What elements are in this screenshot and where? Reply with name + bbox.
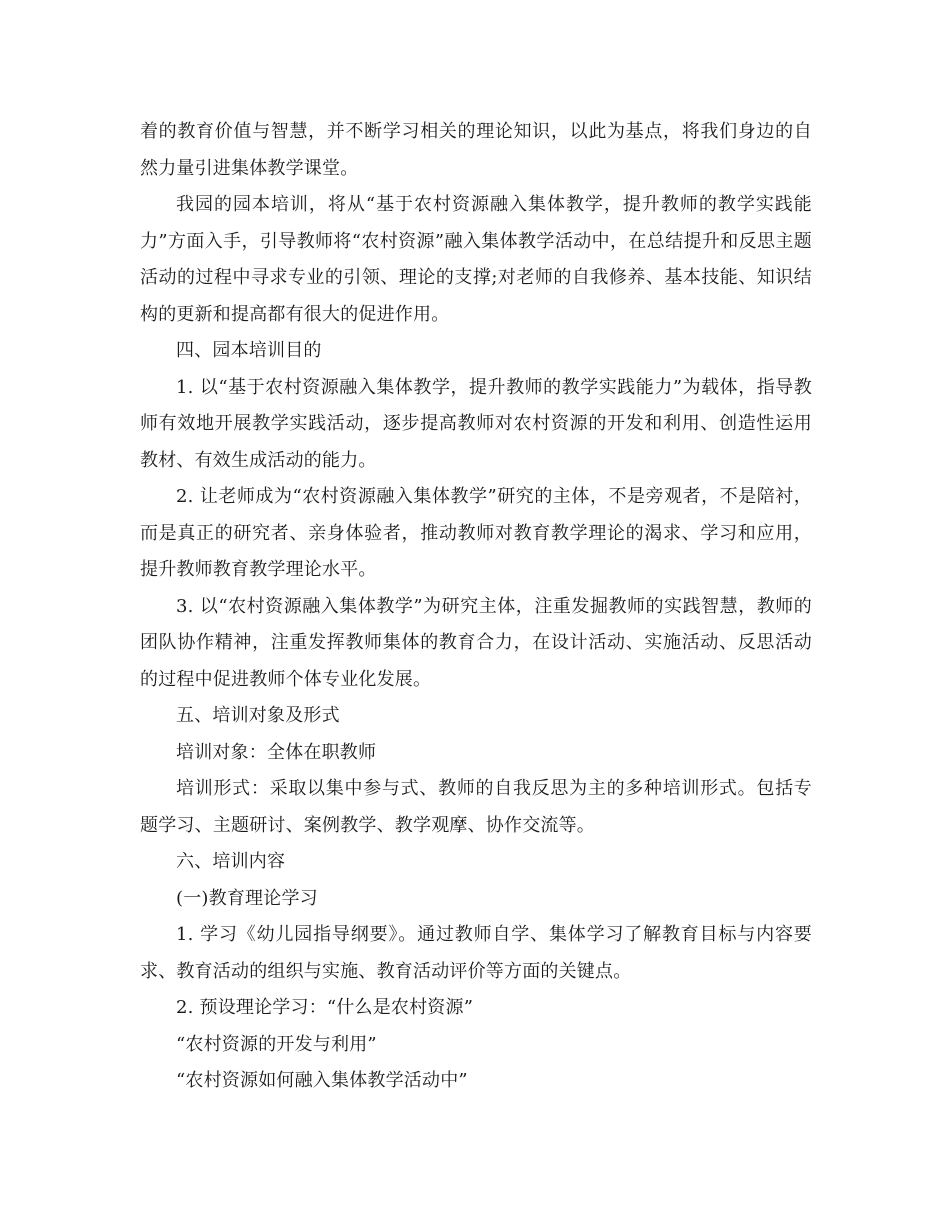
section-heading: 六、培训内容 [176, 851, 286, 872]
section-heading: 四、园本培训目的 [176, 340, 322, 361]
paragraph: “农村资源如何融入集体教学活动中” [176, 1070, 468, 1091]
list-item: 1. 学习《幼儿园指导纲要》。通过教师自学、集体学习了解教育目标与内容要求、教育活动的组织与实施、教育活动评价等方面的关键点。 [140, 924, 812, 982]
subsection-heading: (一)教育理论学习 [176, 887, 318, 909]
list-item: 3. 以“农村资源融入集体教学”为研究主体，注重发掘教师的实践智慧，教师的团队协作精神，注重发挥教师集体的教育合力，在设计活动、实施活动、反思活动的过程中促进教师个体专业化发展。 [140, 595, 812, 690]
paragraph: 培训对象：全体在职教师 [176, 741, 377, 763]
paragraph: “农村资源的开发与利用” [176, 1033, 377, 1055]
section-heading: 五、培训对象及形式 [176, 705, 340, 726]
list-item: 2. 预设理论学习：“什么是农村资源” [176, 997, 474, 1018]
list-item: 1. 以“基于农村资源融入集体教学，提升教师的教学实践能力”为载体，指导教师有效地开展教学实践活动，逐步提高教师对农村资源的开发和利用、创造性运用教材、有效生成活动的能力。 [140, 376, 812, 471]
list-item: 2. 让老师成为“农村资源融入集体教学”研究的主体，不是旁观者，不是陪衬，而是真正的研究者、亲身体验者，推动教师对教育教学理论的渴求、学习和应用，提升教师教育教学理论水平。 [140, 486, 812, 580]
paragraph: 我园的园本培训，将从“基于农村资源融入集体教学，提升教师的教学实践能力”方面入手，引导教师将“农村资源”融入集体教学活动中，在总结提升和反思主题活动的过程中寻求专业的引领、理论的支撑;对老师的自我修养、基本技能、知识结构的更新和提高都有很大的促进作用。 [140, 194, 812, 325]
document-body [140, 114, 812, 1100]
paragraph: 着的教育价值与智慧，并不断学习相关的理论知识，以此为基点，将我们身边的自然力量引进集体教学课堂。 [140, 121, 812, 179]
paragraph: 培训形式：采取以集中参与式、教师的自我反思为主的多种培训形式。包括专题学习、主题研讨、案例教学、教学观摩、协作交流等。 [140, 778, 812, 836]
